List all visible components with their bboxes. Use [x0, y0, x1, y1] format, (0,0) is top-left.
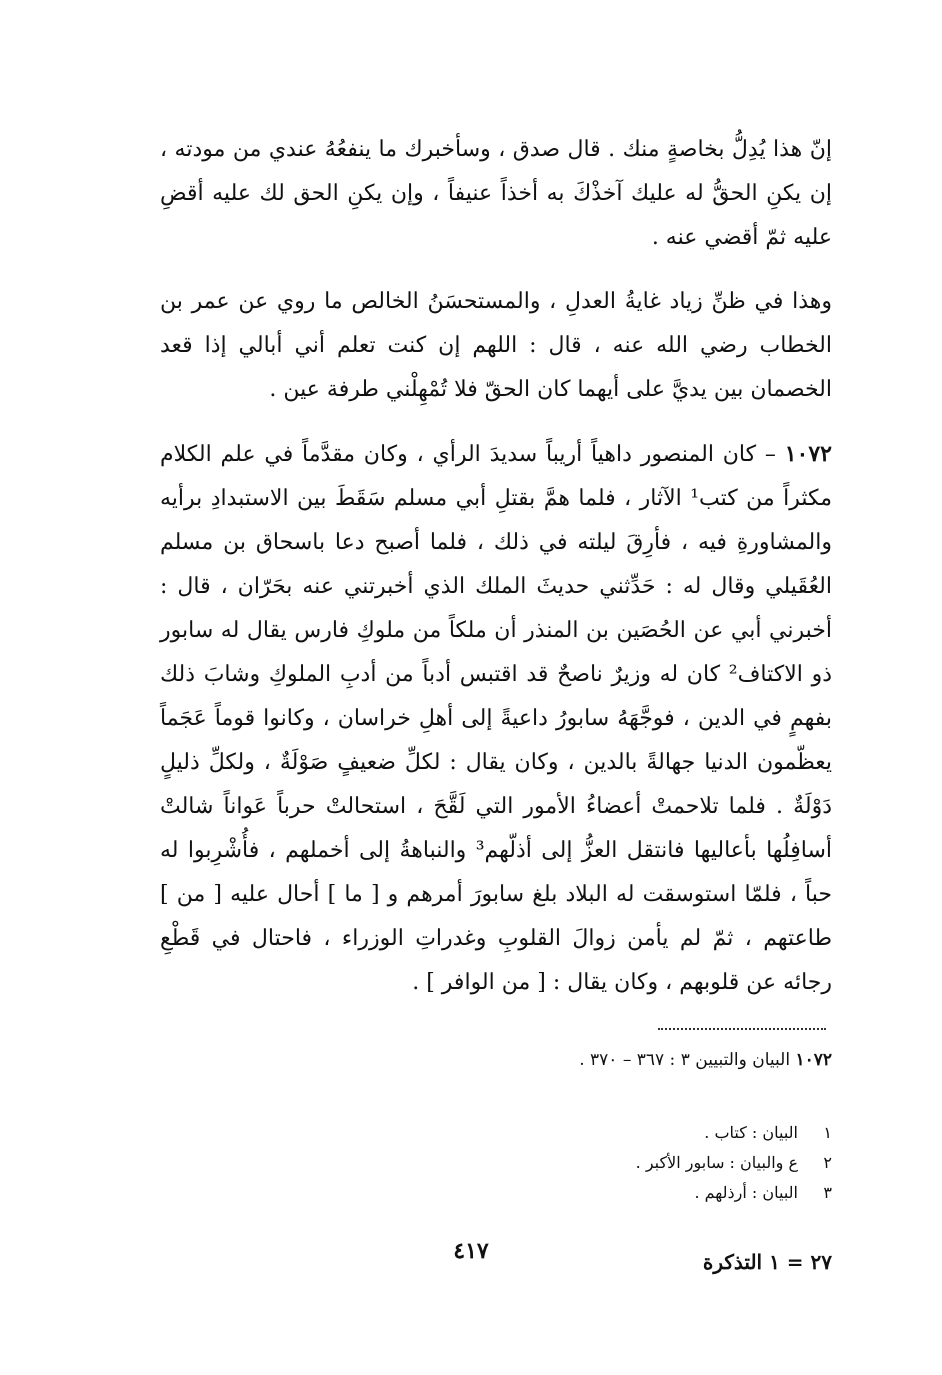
main-text [160, 128, 832, 1005]
footnote [636, 1118, 832, 1148]
footnote [636, 1148, 832, 1178]
entry-text: – كان المنصور داهياً أريباً سديدَ الرأي ، وكان مقدَّماً في علم الكلام مكثراً من كتب¹ الآثار ، فلما همَّ بقتلِ أبي مسلم سَقَطَ بين الاستبدادِ برأيه والمشاورةِ فيه ، فأرِقَ ليلته في ذلك ، فلما أصبح دعا باسحاق بن مسلم العُقَيلي وقال له : حَدِّثني حديثَ الملك الذي أخبرتني عنه بحَرّان ، قال : أخبرني أبي عن الحُصَين بن المنذر أن ملكاً من ملوكِ فارس يقال له سابور ذو الاكتاف² كان له وزيرٌ ناصحٌ قد اقتبس أدباً من أدبِ الملوكِ وشابَ ذلك بفهمٍ في الدين ، فوجَّهَهُ سابورُ داعيةً إلى أهلِ خراسان ، وكانوا قوماً عَجَماً يعظّمون الدنيا جهالةً بالدين ، وكان يقال : لكلِّ ضعيفٍ صَوْلَةٌ ، ولكلِّ ذليلٍ دَوْلَةٌ . فلما تلاحمتْ أعضاءُ الأمور التي لَقَّحَ ، استحالتْ حرباً عَواناً شالتْ أسافِلُها بأعاليها فانتقل العزُّ إلى أذلّهم³ والنباهةُ إلى أخملهم ، فأُشْرِبوا له حباً ، فلمّا استوسقت له البلاد بلغ سابورَ أمرهم و [ ما ] أحال عليه [ من ] طاعتهم ، ثمّ لم يأمن زوالَ القلوبِ وغدراتِ الوزراء ، فاحتال في قَطْعِ رجائه عن قلوبهم ، وكان يقال : [ من الوافر ] . [160, 442, 832, 995]
entry-paragraph [160, 432, 832, 1005]
footnote-separator [658, 1028, 826, 1030]
footnote [636, 1178, 832, 1208]
footnote-text: البيان : أرذلهم . [694, 1183, 798, 1202]
paragraph-gap [160, 412, 832, 432]
paragraph-2: وهذا في ظنِّ زياد غايةُ العدلِ ، والمستحسَنُ الخالص ما روي عن عمر بن الخطاب رضي الله عنه ، قال : اللهم إن كنت تعلم أني أبالي إذا قعد الخصمان بين يديَّ على أيهما كان الحقّ فلا تُمْهِلْني طرفة عين . [160, 289, 832, 402]
source-number: ١٠٧٢ [795, 1050, 832, 1070]
footnote-number: ١ [823, 1123, 832, 1142]
printer-signature: ٢٧ = ١ التذكرة [702, 1250, 832, 1274]
footnote-text: ع والبيان : سابور الأكبر . [635, 1153, 798, 1172]
footnote-number: ٢ [823, 1153, 832, 1172]
page-number: ٤١٧ [453, 1238, 489, 1264]
footnote-number: ٣ [823, 1183, 832, 1202]
paragraph-gap [160, 260, 832, 280]
entry-number: ١٠٧٢ [784, 441, 832, 467]
paragraph-1: إنّ هذا يُدِلُّ بخاصةٍ منك . قال صدق ، وسأخبرك ما ينفعُهُ عندي من مودته ، إن يكنِ الحقُّ له عليك آخذْكَ به أخذاً عنيفاً ، وإن يكنِ الحق لك عليه أقضِ عليه ثمّ أقضي عنه . [160, 137, 832, 250]
source-text: البيان والتبيين ٣ : ٣٦٧ – ٣٧٠ . [579, 1050, 796, 1070]
footnotes [636, 1118, 832, 1208]
source-citation [579, 1046, 832, 1074]
footnote-text: البيان : كتاب . [704, 1123, 798, 1142]
